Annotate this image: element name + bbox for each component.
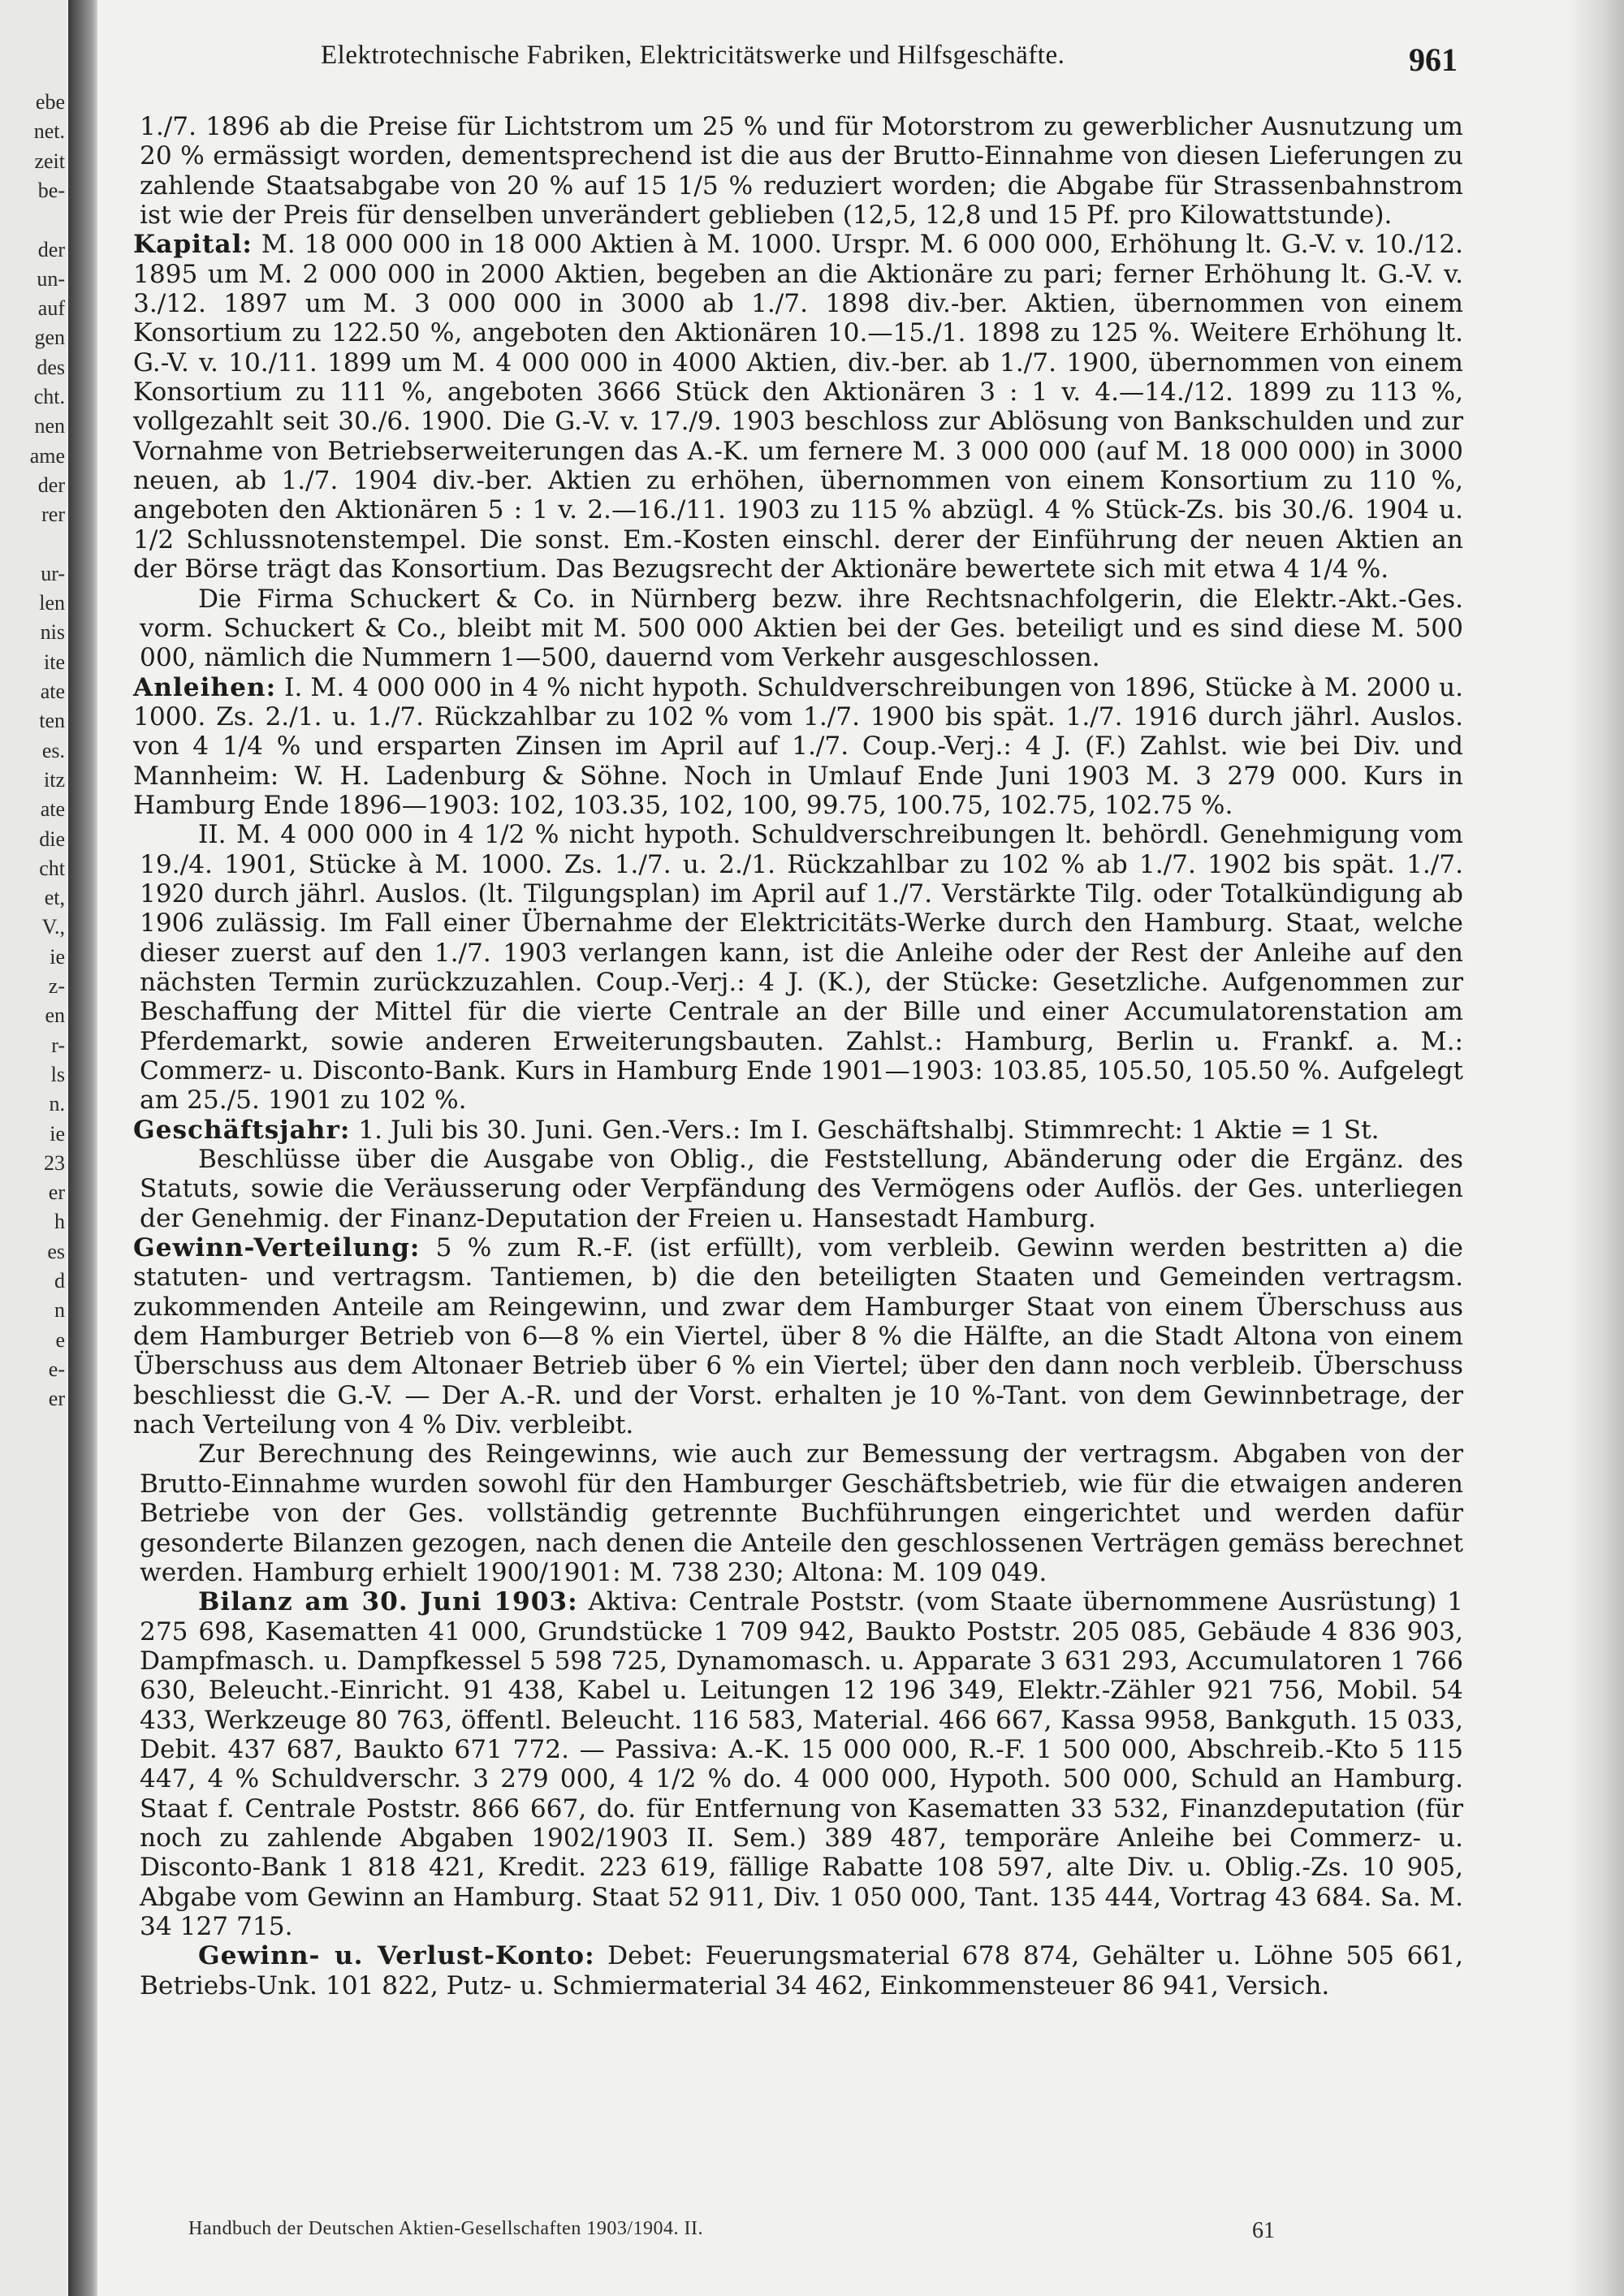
book-gutter (68, 0, 97, 2296)
paragraph-text: I. M. 4 000 000 in 4 % nicht hypoth. Schuldverschreibungen von 1896, Stücke à M. 2000 u. 1000. Zs. 2./1. u. 1./7. Rückzahlbar zu 102 % vom 1./7. 1900 bis spät. 1./7. 1916 durch jährl. Auslos. von 4 1/4 % und ersparten Zinsen im April auf 1./7. Coup.-Verj.: 4 J. (F.) Zahlst. wie bei Div. und Mannheim: W. H. Ladenburg & Söhne. Noch in Umlauf Ende Juni 1903 M. 3 279 000. Kurs in Hamburg Ende 1896—1903: 102, 103.35, 102, 100, 99.75, 100.75, 102.75, 102.75 %. (133, 672, 1463, 820)
paragraph-text: M. 18 000 000 in 18 000 Aktien à M. 1000. Urspr. M. 6 000 000, Erhöhung lt. G.-V. v. 10./12. 1895 um M. 2 000 000 in 2000 Aktien, begeben an die Aktionäre zu pari; ferner Erhöhung lt. G.-V. v. 3./12. 1897 um M. 3 000 000 in 3000 ab 1./7. 1898 div.-ber. Aktien, übernommen von einem Konsortium zu 122.50 %, angeboten den Aktionären 10.—15./1. 1898 zu 125 %. Weitere Erhöhung lt. G.-V. v. 10./11. 1899 um M. 4 000 000 in 4000 Aktien, div.-ber. ab 1./7. 1900, übernommen von einem Konsortium zu 111 %, angeboten 3666 Stück den Aktionären 3 : 1 v. 4.—14./12. 1899 zu 113 %, vollgezahlt seit 30./6. 1900. Die G.-V. v. 17./9. 1903 beschloss zur Ablösung von Bankschulden und zur Vornahme von Betriebserweiterungen das A.-K. um fernere M. 3 000 000 (auf M. 18 000 000) in 3000 neuen, ab 1./7. 1904 div.-ber. Aktien zu erhöhen, übernommen von einem Konsortium zu 110 %, angeboten den Aktionären 5 : 1 v. 2.—16./11. 1903 zu 115 % abzügl. 4 % Stück-Zs. bis 30./6. 1904 u. 1/2 Schlussnotenstempel. Die sonst. Em.-Kosten einschl. derer der Einführung der neuen Aktien an der Börse trägt das Konsortium. Das Bezugsrecht der Aktionäre bewertete sich mit etwa 4 1/4 %. (133, 230, 1463, 585)
left-fragment-line: z- (48, 974, 65, 998)
left-fragment-line: e (55, 1327, 65, 1352)
page-edge-shadow (1567, 0, 1624, 2296)
left-fragment-line: 23 (44, 1150, 65, 1175)
left-fragment-line: itz (44, 767, 65, 792)
left-fragment-line: et, (44, 886, 65, 910)
left-fragment-line: cht. (33, 385, 65, 408)
left-fragment-line: zeit (34, 149, 65, 173)
left-fragment-line: gen (34, 326, 65, 350)
paragraph-text: Beschlüsse über die Ausgabe von Oblig., die Feststellung, Abänderung oder die Ergänz. des Statuts, sowie die Veräusserung oder Verpfändung des Vermögens oder Auflös. der Ges. unterliegen der Genehmig. der Finanz-Deputation der Freien u. Hansestadt Hamburg. (140, 1145, 1463, 1233)
left-fragment-line: nis (40, 620, 65, 645)
left-fragment-line: er (48, 1180, 65, 1205)
page-number: 961 (1409, 41, 1458, 78)
left-fragment-line: e- (48, 1357, 65, 1381)
paragraph (140, 112, 1463, 230)
left-fragment-line: nen (34, 414, 65, 438)
section-label: Gewinn- u. Verlust-Konto: (198, 1941, 595, 1971)
left-fragment-line: net. (33, 119, 65, 144)
left-fragment-line: ebe (35, 90, 65, 114)
left-fragment-line: len (39, 591, 65, 615)
footer-source: Handbuch der Deutschen Aktien-Gesellschaften 1903/1904. II. (188, 2218, 703, 2239)
left-fragment-line: ie (50, 944, 65, 969)
left-fragment-line: er (48, 1387, 65, 1411)
paragraph (140, 585, 1463, 673)
left-fragment-line: d (54, 1269, 65, 1293)
paragraph-text: Zur Berechnung des Reingewinns, wie auch zur Bemessung der vertragsm. Abgaben von der Brutto-Einnahme wurden sowohl für den Hamburger Geschäftsbetrieb, wie für die etwaigen anderen Betriebe von der Ges. vollständig getrennte Buchführungen eingerichtet und werden dafür gesonderte Bilanzen gezogen, nach denen die Anteile den geschlossenen Verträgen gemäss berechnet werden. Hamburg erhielt 1900/1901: M. 738 230; Altona: M. 109 049. (140, 1439, 1463, 1587)
left-page-fragment (0, 0, 67, 2296)
paragraph-text: II. M. 4 000 000 in 4 1/2 % nicht hypoth. Schuldverschreibungen lt. behördl. Genehmigung vom 19./4. 1901, Stücke à M. 1000. Zs. 1./7. u. 2./1. Rückzahlbar zu 102 % ab 1./7. 1902 bis spät. 1./7. 1920 durch jährl. Auslos. (lt. Tilgungsplan) im April auf 1./7. Verstärkte Tilg. oder Totalkündigung ab 1906 zulässig. Im Fall einer Übernahme der Elektricitäts-Werke durch den Hamburg. Staat, welche dieser zuerst auf den 1./7. 1903 verlangen kann, ist die Anleihe oder der Rest der Anleihe auf den nächsten Termin zurückzuzahlen. Coup.-Verj.: 4 J. (K.), der Stücke: Gesetzliche. Aufgenommen zur Beschaffung der Mittel für die vierte Centrale an der Bille und einer Accumulatorenstation am Pferdemarkt, sowie anderen Erweiterungsbauten. Zahlst.: Hamburg, Berlin u. Frankf. a. M.: Commerz- u. Disconto-Bank. Kurs in Hamburg Ende 1901—1903: 103.85, 105.50, 105.50 %. Aufgelegt am 25./5. 1901 zu 102 %. (140, 820, 1463, 1116)
left-fragment-line: r- (51, 1033, 65, 1057)
left-fragment-line: die (39, 826, 65, 851)
left-fragment-line: des (37, 355, 65, 379)
section-label: Anleihen: (133, 672, 277, 702)
left-fragment-line: ten (39, 709, 65, 733)
paragraph (140, 1587, 1463, 1941)
footer-signature: 61 (1252, 2218, 1275, 2243)
paragraph (140, 820, 1463, 1115)
left-fragment-line: en (45, 1003, 65, 1028)
paragraph-text: Debet: Feuerungsmaterial 678 874, Gehälter u. Löhne 505 661, Betriebs-Unk. 101 822, Putz- u. Schmiermaterial 34 462, Einkommensteuer 86 941, Versich. (140, 1941, 1464, 2000)
section-label: Gewinn-Verteilung: (133, 1233, 421, 1263)
paragraph-text: 1./7. 1896 ab die Preise für Lichtstrom um 25 % und für Motorstrom zu gewerblicher Ausnutzung um 20 % ermässigt worden, dementsprechend ist die aus der Brutto-Einnahme von diesen Lieferungen zu zahlende Staatsabgabe von 20 % auf 15 1/5 % reduziert worden; die Abgabe für Strassenbahnstrom ist wie der Preis für denselben unverändert geblieben (12,5, 12,8 und 15 Pf. pro Kilowattstunde). (140, 112, 1463, 231)
paragraph (140, 1439, 1463, 1587)
paragraph (140, 1145, 1463, 1233)
left-fragment-line: be- (37, 178, 65, 202)
paragraph-text: 1. Juli bis 30. Juni. Gen.-Vers.: Im I. Geschäftshalbj. Stimmrecht: 1 Aktie = 1 St. (350, 1115, 1380, 1145)
paragraph (133, 1233, 1463, 1439)
paragraph (133, 230, 1463, 584)
running-header (321, 41, 1458, 81)
page-footer (188, 2218, 1285, 2251)
paragraph (140, 1941, 1463, 2000)
section-label: Bilanz am 30. Juni 1903: (198, 1587, 578, 1617)
left-fragment-line: der (37, 237, 65, 261)
left-fragment-line: ls (50, 1062, 65, 1086)
paragraph-text: Die Firma Schuckert & Co. in Nürnberg bezw. ihre Rechtsnachfolgerin, die Elektr.-Akt.-Ges. vorm. Schuckert & Co., bleibt mit M. 500 000 Aktien bei der Ges. beteiligt und es sind diese M. 500 000, nämlich die Nummern 1—500, dauernd vom Verkehr ausgeschlossen. (140, 584, 1463, 673)
left-fragment-line: der (37, 473, 65, 497)
document-body (133, 112, 1464, 2000)
left-fragment-line: auf (37, 296, 65, 321)
left-fragment-line: ate (40, 680, 65, 703)
left-fragment-line: es (47, 1239, 65, 1263)
paragraph (133, 673, 1463, 821)
paragraph-text: Aktiva: Centrale Poststr. (vom Staate übernommene Ausrüstung) 1 275 698, Kasematten 41 000, Grundstücke 1 709 942, Baukto Poststr. 205 085, Gebäude 4 836 903, Dampfmasch. u. Dampfkessel 5 598 725, Dynamomasch. u. Apparate 3 631 293, Accumulatoren 1 766 630, Beleucht.-Einricht. 91 438, Kabel u. Leitungen 12 196 349, Elektr.-Zähler 921 756, Mobil. 54 433, Werkzeuge 80 763, öffentl. Beleucht. 116 583, Material. 466 667, Kassa 9958, Bankguth. 15 033, Debit. 437 687, Baukto 671 772. — Passiva: A.-K. 15 000 000, R.-F. 1 500 000, Abschreib.-Kto 5 115 447, 4 % Schuldverschr. 3 279 000, 4 1/2 % do. 4 000 000, Hypoth. 500 000, Schuld an Hamburg. Staat f. Centrale Poststr. 866 667, do. für Entfernung von Kasematten 33 532, Finanzdeputation (für noch zu zahlende Abgaben 1902/1903 II. Sem.) 389 487, temporäre Anleihe bei Commerz- u. Disconto-Bank 1 818 421, Kredit. 223 619, fällige Rabatte 108 597, alte Div. u. Oblig.-Zs. 10 905, Abgabe vom Gewinn an Hamburg. Staat 52 911, Div. 1 050 000, Tant. 135 444, Vortrag 43 684. Sa. M. 34 127 715. (140, 1587, 1463, 1941)
paragraph-text: 5 % zum R.-F. (ist erfüllt), vom verbleib. Gewinn werden bestritten a) die statuten- und vertragsm. Tantiemen, b) die den beteiligten Staaten und Gemeinden vertragsm. zukommenden Anteile am Reingewinn, und zwar dem Hamburger Staat von einem Überschuss aus dem Hamburger Betrieb von 6—8 % ein Viertel, über 8 % die Hälfte, an die Stadt Altona von einem Überschuss aus dem Altonaer Betrieb über 6 % ein Viertel; über den dann noch verbleib. Überschuss beschliesst die G.-V. — Der A.-R. und der Vorst. erhalten je 10 %-Tant. von dem Gewinnbetrage, der nach Verteilung von 4 % Div. verbleibt. (133, 1233, 1463, 1440)
left-fragment-line: ate (40, 797, 65, 822)
section-label: Geschäftsjahr: (133, 1115, 351, 1145)
left-fragment-line: V., (41, 915, 65, 939)
left-fragment-line: rer (41, 503, 65, 527)
left-fragment-line: ite (44, 650, 65, 674)
left-fragment-line: ame (29, 443, 65, 468)
left-fragment-line: es. (41, 738, 65, 762)
section-label: Kapital: (133, 230, 253, 260)
left-fragment-line: ur- (41, 561, 65, 585)
left-fragment-line: ie (50, 1121, 65, 1146)
header-title: Elektrotechnische Fabriken, Elektricitätswerke und Hilfsgeschäfte. (321, 41, 1065, 70)
paragraph (133, 1116, 1463, 1145)
left-fragment-line: n. (49, 1092, 65, 1116)
left-fragment-line: un- (37, 266, 65, 291)
left-fragment-line: cht (39, 856, 65, 880)
left-fragment-line: h (54, 1210, 65, 1234)
left-fragment-line: n (54, 1298, 65, 1323)
